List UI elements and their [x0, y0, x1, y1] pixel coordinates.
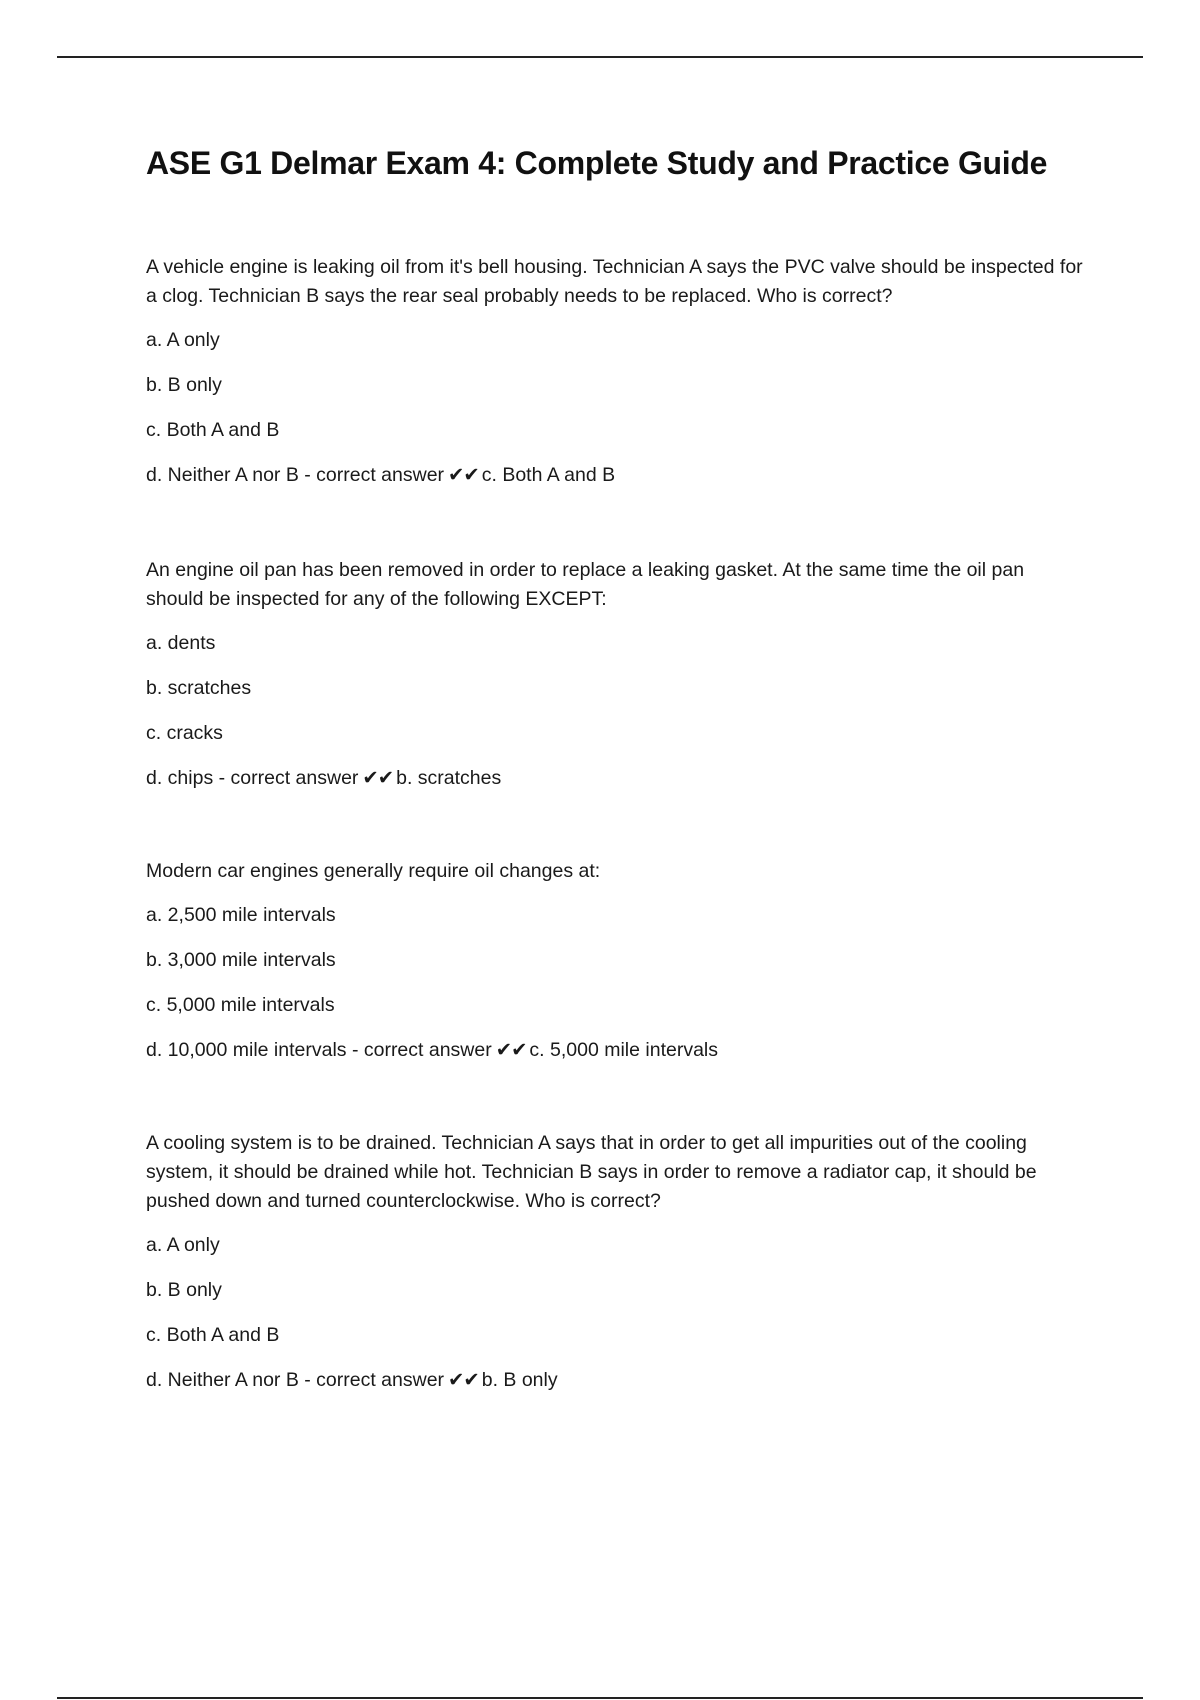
option-d: d. Neither A nor B - correct answer [146, 1369, 445, 1391]
question-block [146, 1129, 1086, 1395]
option-a: a. 2,500 mile intervals [146, 904, 336, 926]
option-b: b. B only [146, 374, 222, 396]
option-a: a. A only [146, 329, 220, 351]
correct-answer: c. 5,000 mile intervals [529, 1039, 719, 1061]
page-title: ASE G1 Delmar Exam 4: Complete Study and Practice Guide [146, 145, 1048, 181]
correct-answer: c. Both A and B [481, 464, 616, 486]
checkmark-icon: ✔✔ [448, 464, 479, 486]
option-a: a. dents [146, 632, 216, 654]
option-b: b. scratches [146, 677, 252, 699]
option-c: c. cracks [146, 722, 223, 744]
option-b: b. 3,000 mile intervals [146, 949, 336, 971]
question-text: Modern car engines generally require oil changes at: [146, 860, 601, 882]
option-a: a. A only [146, 1234, 220, 1256]
option-d-with-answer [146, 1036, 1086, 1065]
option-b: b. B only [146, 1279, 222, 1301]
checkmark-icon: ✔✔ [362, 767, 394, 789]
option-d: d. Neither A nor B - correct answer [146, 464, 445, 486]
question-text: A cooling system is to be drained. Technician A says that in order to get all impurities out of the cooling system, it should be drained while hot. Technician B says in order to remove a radiator cap, it should be pushed down and turned counterclockwise. Who is correct? [146, 1132, 1037, 1212]
top-divider [57, 56, 1143, 58]
option-d-with-answer [146, 461, 1086, 490]
option-c: c. 5,000 mile intervals [146, 994, 335, 1016]
bottom-divider [57, 1697, 1143, 1699]
correct-answer: b. B only [481, 1369, 558, 1391]
question-block [146, 857, 1086, 1065]
question-text: A vehicle engine is leaking oil from it's bell housing. Technician A says the PVC valve should be inspected for a clog. Technician B says the rear seal probably needs to be replaced. Who is correct? [146, 256, 1083, 307]
question-block [146, 556, 1086, 793]
option-c: c. Both A and B [146, 1324, 280, 1346]
option-d: d. chips - correct answer [146, 767, 359, 789]
option-c: c. Both A and B [146, 419, 280, 441]
question-text: An engine oil pan has been removed in order to replace a leaking gasket. At the same time the oil pan should be inspected for any of the following EXCEPT: [146, 559, 1025, 610]
option-d: d. 10,000 mile intervals - correct answer [146, 1039, 492, 1061]
checkmark-icon: ✔✔ [495, 1039, 527, 1061]
question-block [146, 253, 1086, 490]
option-d-with-answer [146, 1366, 1086, 1395]
option-d-with-answer [146, 764, 1086, 793]
correct-answer: b. scratches [396, 767, 502, 789]
checkmark-icon: ✔✔ [448, 1369, 479, 1391]
